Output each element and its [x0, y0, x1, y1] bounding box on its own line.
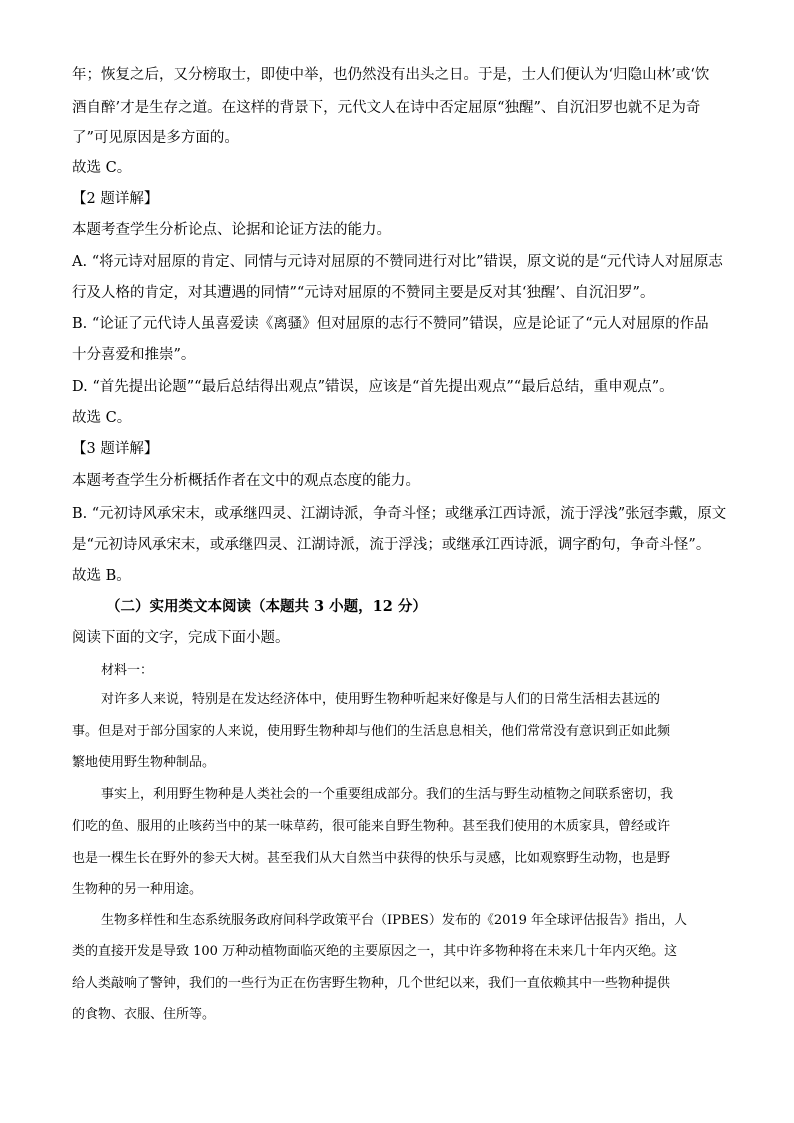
answer-line: 本题考查学生分析概括作者在文中的观点态度的能力。 [72, 473, 420, 489]
answer-line: 是“元初诗风承宋末，或承继四灵、江湖诗派，流于浮浅；或继承江西诗派，调字酌句，争奇斗怪”。 [72, 537, 711, 553]
material-line: 事。但是对于部分国家的人来说，使用野生物种却与他们的生活息息相关，他们常常没有意识到正如此频 [72, 724, 671, 739]
section-instruction: 阅读下面的文字，完成下面小题。 [72, 630, 290, 646]
material-line: 给人类敲响了警钟，我们的一些行为正在伤害野生物种，几个世纪以来，我们一直依赖其中一些物种提供 [72, 976, 671, 991]
material-line: 的食物、衣服、住所等。 [72, 1007, 216, 1022]
material-line: 生物多样性和生态系统服务政府间科学政策平台（IPBES）发布的《2019 年全球评估报告》指出，人 [101, 913, 688, 928]
answer-line: B. “论证了元代诗人虽喜爱读《离骚》但对屈原的志行不赞同”错误，应是论证了“元人对屈原的作品 [72, 316, 709, 332]
material-line: 们吃的鱼、服用的止咳药当中的某一味草药，很可能来自野生物种。甚至我们使用的木质家具，曾经或许 [72, 819, 671, 834]
material-label: 材料一： [101, 663, 154, 678]
material-line: 对许多人来说，特别是在发达经济体中，使用野生物种听起来好像是与人们的日常生活相去甚远的 [101, 692, 661, 707]
answer-line: 故选 C。 [72, 410, 132, 426]
answer-line: A. “将元诗对屈原的肯定、同情与元诗对屈原的不赞同进行对比”错误，原文说的是“元代诗人对屈原志 [72, 254, 723, 270]
material-line: 生物种的另一种用途。 [72, 882, 203, 897]
answer-line: B. “元初诗风承宋末，或承继四灵、江湖诗派，争奇斗怪；或继承江西诗派，流于浮浅”张冠李戴，原文 [72, 506, 727, 522]
answer-line: 年；恢复之后，又分榜取士，即使中举，也仍然没有出头之日。于是，士人们便认为‘归隐山林’或‘饮 [72, 67, 710, 83]
section-heading: （二）实用类文本阅读（本题共 3 小题，12 分） [106, 598, 427, 615]
material-line: 也是一棵生长在野外的参天大树。甚至我们从大自然当中获得的快乐与灵感，比如观察野生动物，也是野 [72, 851, 671, 866]
answer-line: 了”可见原因是多方面的。 [72, 130, 239, 146]
answer-line: 行及人格的肯定，对其遭遇的同情”“元诗对屈原的不赞同主要是反对其‘独醒’、自沉汨罗”。 [72, 285, 655, 301]
answer-line: 本题考查学生分析论点、论据和论证方法的能力。 [72, 222, 391, 238]
material-line: 类的直接开发是导致 100 万种动植物面临灭绝的主要原因之一，其中许多物种将在未来几十年内灭绝。这 [72, 944, 678, 959]
question-detail-heading: 【2 题详解】 [72, 191, 159, 207]
answer-line: 酒自醉’才是生存之道。在这样的背景下，元代文人在诗中否定屈原“独醒”、自沉汨罗也就不足为奇 [72, 100, 701, 116]
material-line: 事实上，利用野生物种是人类社会的一个重要组成部分。我们的生活与野生动植物之间联系密切，我 [101, 787, 674, 802]
answer-line: D. “首先提出论题”“最后总结得出观点”错误，应该是“首先提出观点”“最后总结，重申观点”。 [72, 379, 674, 395]
answer-line: 十分喜爱和推崇”。 [72, 347, 196, 363]
material-line: 繁地使用野生物种制品。 [72, 755, 216, 770]
answer-line: 故选 C。 [72, 160, 132, 176]
question-detail-heading: 【3 题详解】 [72, 441, 159, 457]
answer-line: 故选 B。 [72, 568, 131, 584]
